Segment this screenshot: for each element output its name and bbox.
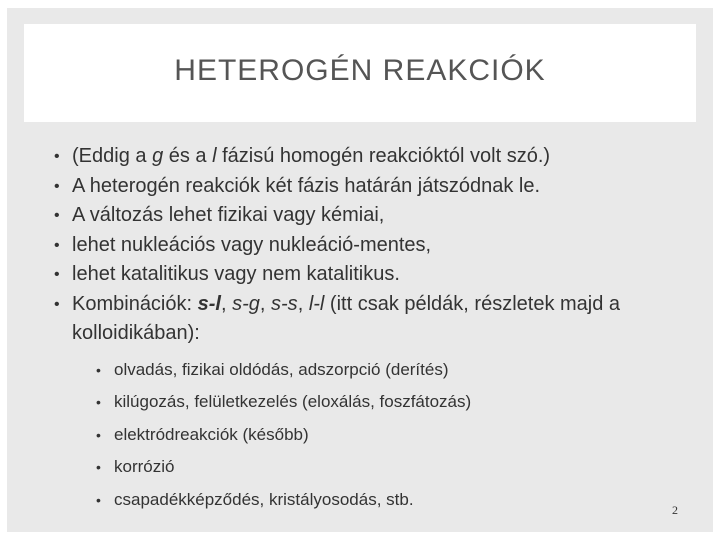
bullet-item: • (Eddig a g és a l fázisú homogén reakcióktól volt szó.) <box>50 142 720 172</box>
bullet-item-combinations: • Kombinációk: s-l, s-g, s-s, l-l (itt csak példák, részletek majd a kolloidikában): • olvadás, fizikai oldódás, adszorpció (derítés) • kilúgozás, felületkezelés (eloxálás, foszfátozás) • elektródreakciók (később) • korrózió • csapadékképződés, kristályosodás, stb. <box>50 290 720 517</box>
bullet-dot-icon: • <box>96 394 101 410</box>
sub-bullet-item: • korrózió <box>94 451 720 484</box>
slide-title: HETEROGÉN REAKCIÓK <box>174 54 546 87</box>
bullet-item: • lehet katalitikus vagy nem katalitikus. <box>50 260 720 290</box>
bullet-dot-icon: • <box>54 295 60 313</box>
bullet-dot-icon: • <box>96 361 101 378</box>
bullet-item: • A heterogén reakciók két fázis határán játszódnak le. <box>50 172 720 202</box>
slide-content <box>50 142 720 516</box>
bullet-item: • lehet nukleációs vagy nukleáció-mentes, <box>50 231 720 261</box>
bullet-dot-icon: • <box>54 177 60 195</box>
sub-bullet-list <box>72 354 720 517</box>
bullet-dot-icon: • <box>54 148 60 165</box>
bullet-dot-icon: • <box>54 236 60 254</box>
page-number: 2 <box>672 503 678 517</box>
sub-bullet-item: • olvadás, fizikai oldódás, adszorpció (derítés) <box>94 354 720 387</box>
bullet-dot-icon: • <box>96 426 101 443</box>
bullet-dot-icon: • <box>96 491 101 508</box>
bullet-dot-icon: • <box>96 459 101 475</box>
sub-bullet-item: • elektródreakciók (később) <box>94 419 720 452</box>
bullet-dot-icon: • <box>54 266 60 283</box>
sub-bullet-item: • kilúgozás, felületkezelés (eloxálás, foszfátozás) <box>94 386 720 419</box>
sub-bullet-item: • csapadékképződés, kristályosodás, stb. <box>94 484 720 517</box>
bullet-list <box>50 142 720 516</box>
bullet-item: • A változás lehet fizikai vagy kémiai, <box>50 201 720 231</box>
bullet-dot-icon: • <box>54 207 60 224</box>
